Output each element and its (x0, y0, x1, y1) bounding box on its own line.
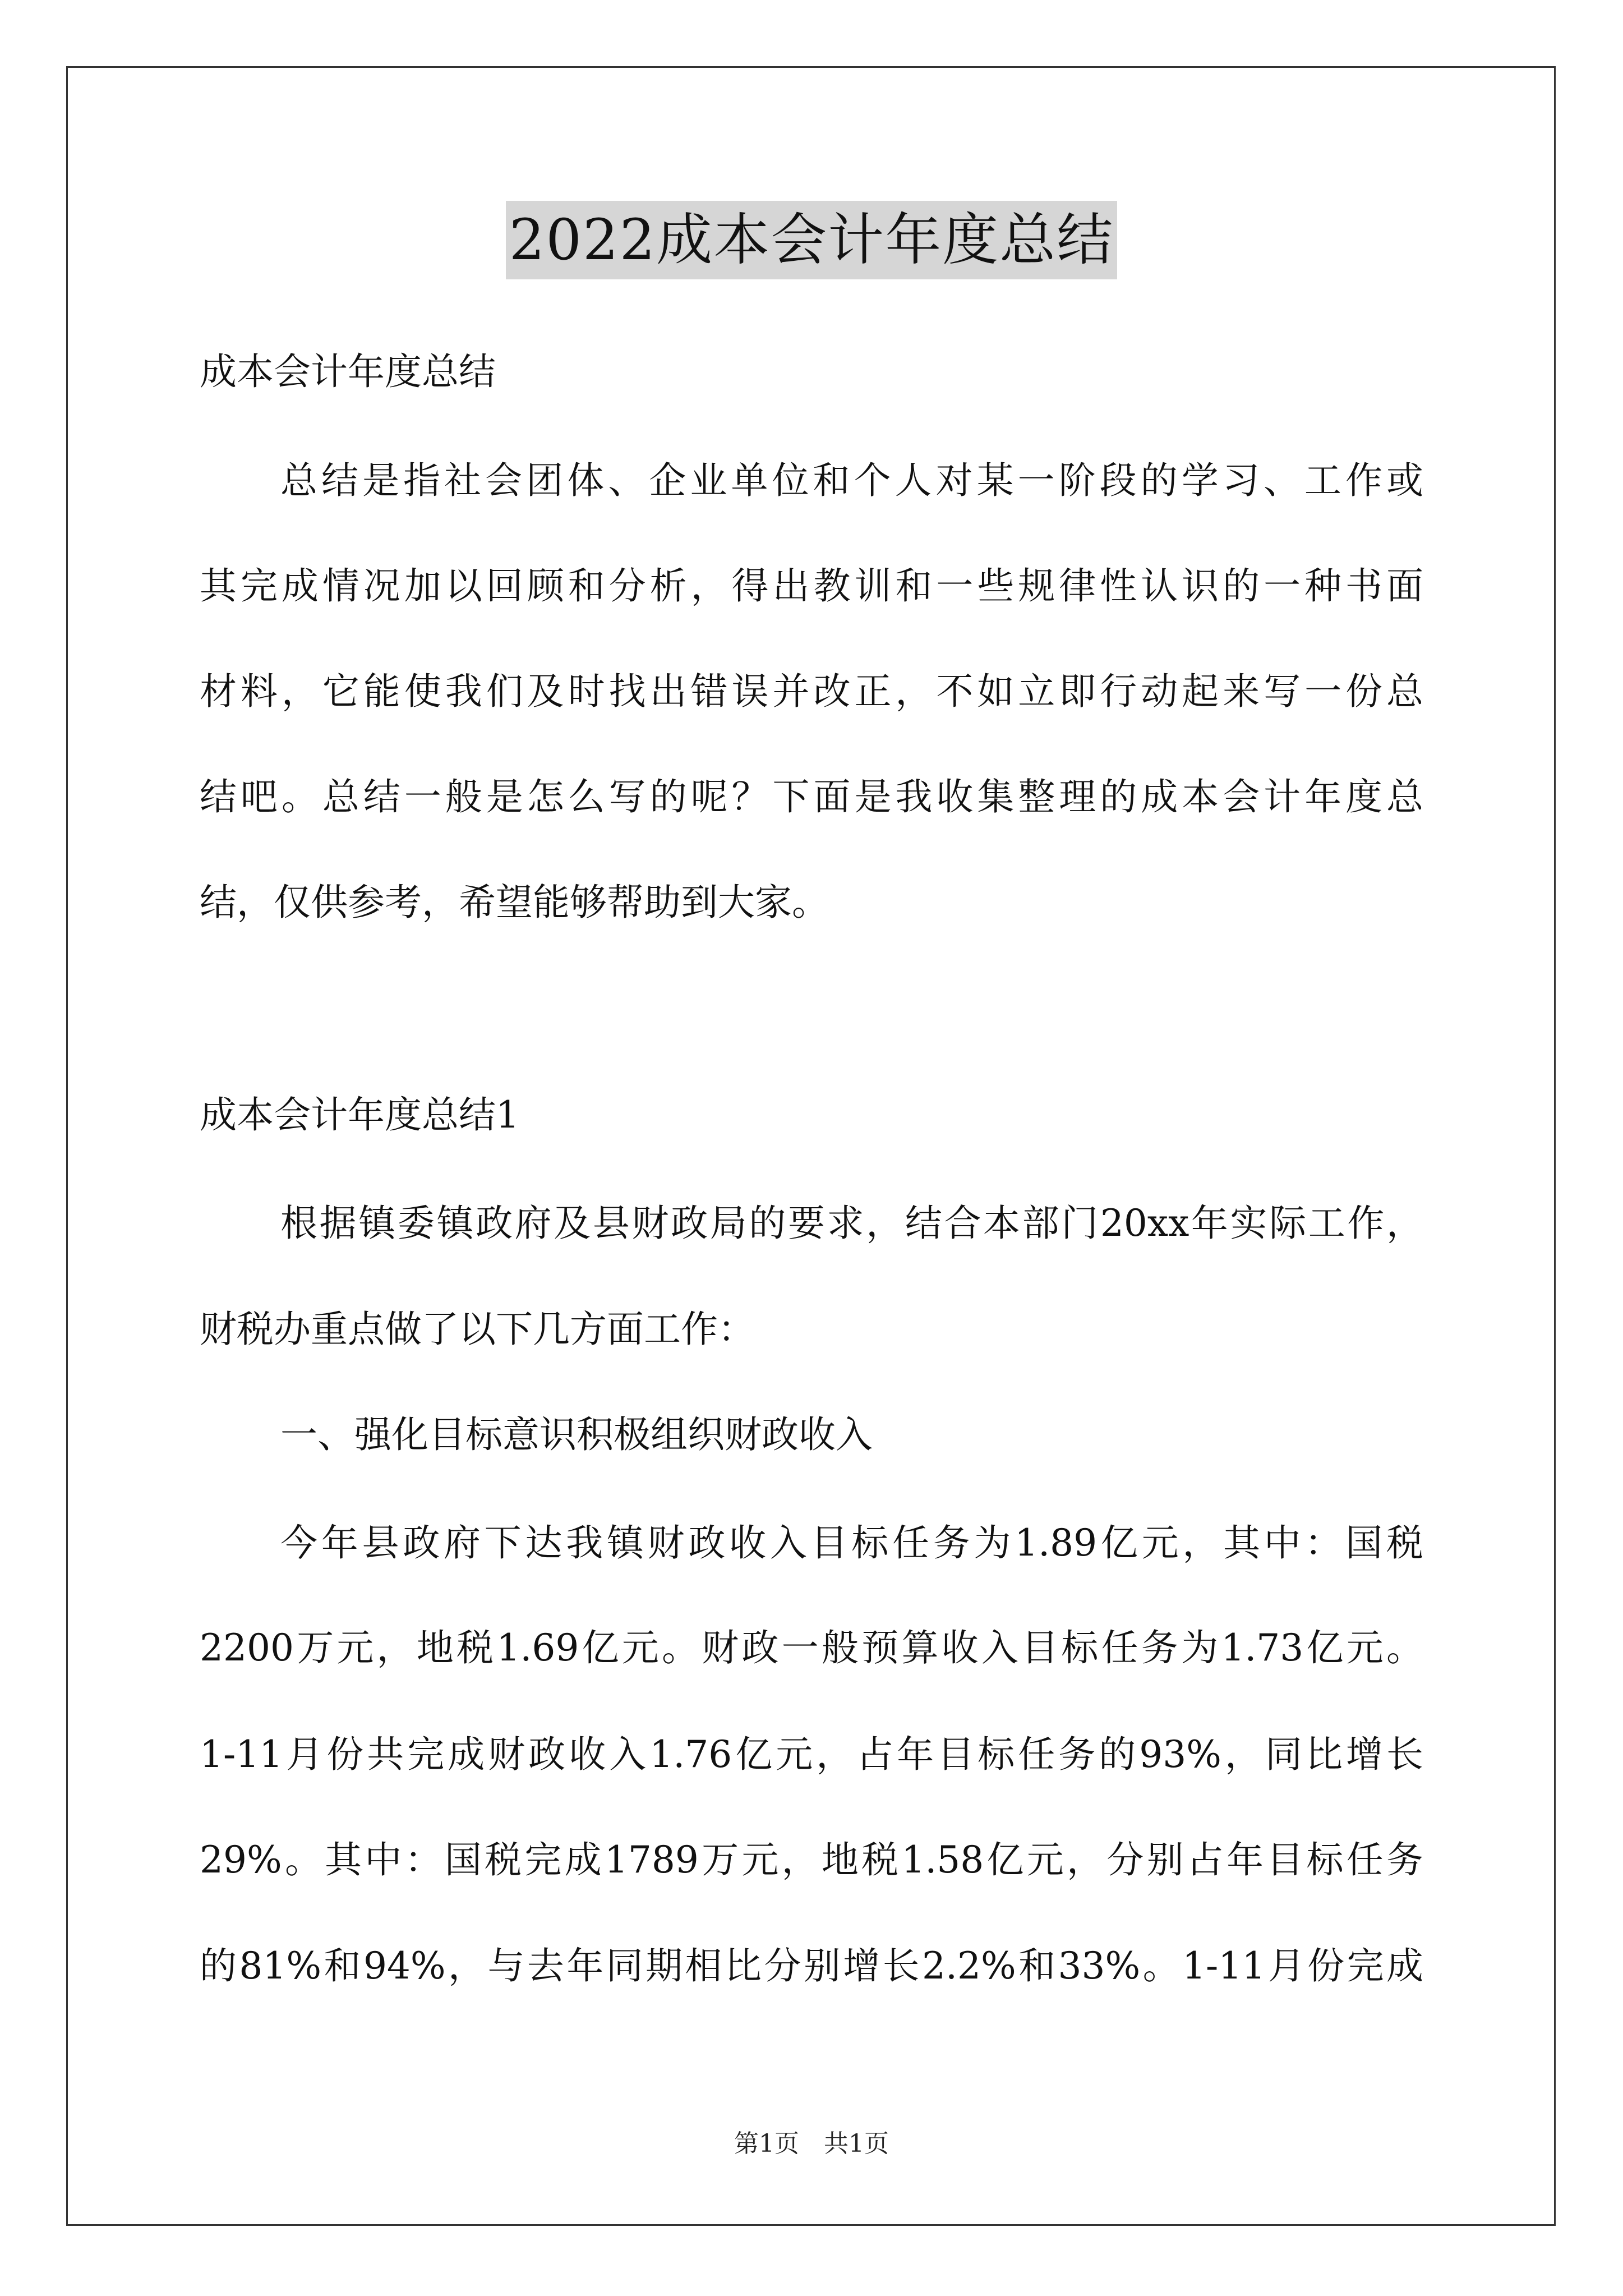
subheading: 一、强化目标意识积极组织财政收入 (280, 1413, 873, 1456)
intro-line: 总结是指社会团体、企业单位和个人对某一阶段的学习、工作或 (280, 459, 1423, 502)
intro-line: 结，仅供参考，希望能够帮助到大家。 (200, 881, 829, 924)
body-line: 今年县政府下达我镇财政收入目标任务为1.89亿元，其中：国税 (280, 1521, 1423, 1565)
document-title: 2022成本会计年度总结 (506, 201, 1118, 279)
body-line: 财税办重点做了以下几方面工作： (200, 1308, 755, 1351)
body-line: 根据镇委镇政府及县财政局的要求，结合本部门20xx年实际工作， (280, 1202, 1423, 1245)
intro-line: 材料，它能使我们及时找出错误并改正，不如立即行动起来写一份总 (200, 670, 1423, 713)
section-heading: 成本会计年度总结1 (200, 1093, 519, 1137)
body-line: 2200万元，地税1.69亿元。财政一般预算收入目标任务为1.73亿元。 (200, 1626, 1423, 1669)
body-line: 1-11月份共完成财政收入1.76亿元，占年目标任务的93%，同比增长 (200, 1733, 1423, 1776)
body-line: 29%。其中：国税完成1789万元，地税1.58亿元，分别占年目标任务 (200, 1838, 1423, 1881)
page-number-footer: 第1页 共1页 (734, 2129, 889, 2158)
intro-line: 其完成情况加以回顾和分析，得出教训和一些规律性认识的一种书面 (200, 564, 1423, 608)
intro-heading: 成本会计年度总结 (200, 350, 496, 393)
body-line: 的81%和94%，与去年同期相比分别增长2.2%和33%。1-11月份完成 (200, 1944, 1423, 1987)
intro-line: 结吧。总结一般是怎么写的呢？下面是我收集整理的成本会计年度总 (200, 775, 1423, 818)
title-container (0, 201, 1623, 279)
